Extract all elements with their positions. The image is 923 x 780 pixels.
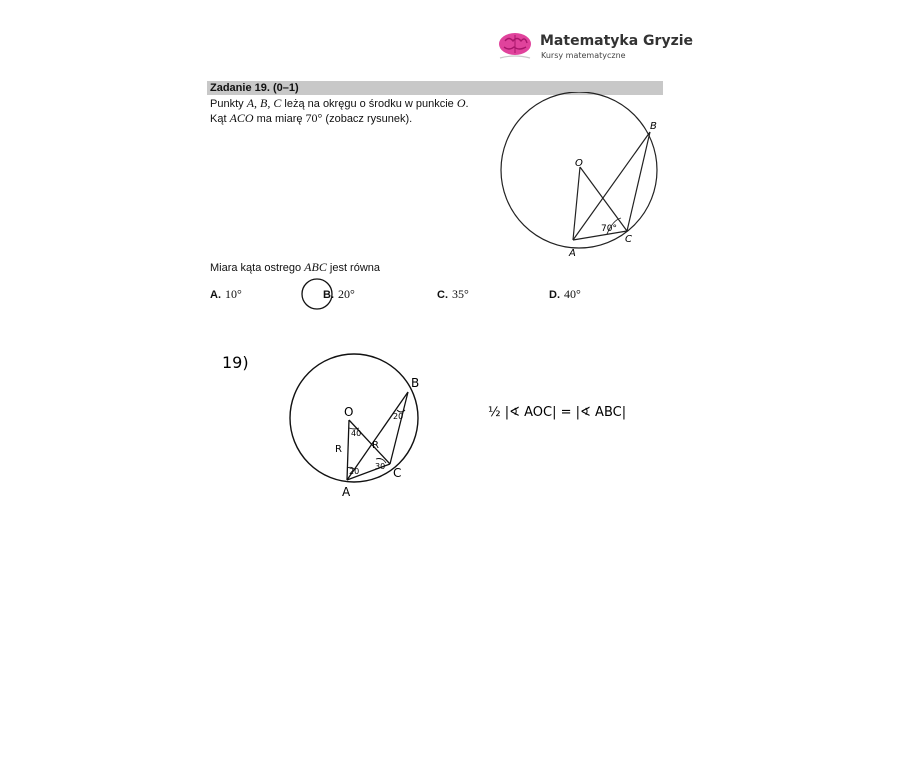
hand-angle-C: 30	[375, 462, 386, 471]
hand-angle-B: 20	[393, 412, 404, 421]
option-value: 10°	[225, 287, 242, 301]
angle-label: ABC	[304, 260, 327, 274]
brand-header	[496, 28, 696, 68]
segment-OC	[580, 167, 627, 231]
option-c[interactable]	[437, 287, 469, 302]
center-label: O	[456, 96, 466, 110]
hand-label-C: C	[393, 466, 402, 480]
task-text-line-1	[210, 96, 469, 111]
option-letter: C.	[437, 289, 448, 301]
label-B: B	[650, 121, 657, 132]
hand-label-R1: R	[335, 444, 342, 455]
angle-70-label: 70°	[601, 224, 617, 234]
label-O: O	[575, 158, 583, 169]
option-letter: A.	[210, 289, 221, 301]
brand-name: Matematyka Gryzie	[540, 33, 694, 49]
angle-value: 70°	[305, 111, 323, 125]
hand-label-O: O	[344, 405, 354, 419]
label-C: C	[625, 234, 632, 245]
circle-figure	[495, 92, 670, 262]
segment-BC	[627, 132, 650, 231]
text-segment: jest równa	[326, 262, 381, 274]
points-label: A, B, C	[246, 96, 282, 110]
text-segment: .	[465, 98, 469, 110]
circle-outline	[501, 92, 657, 248]
handwritten-solution	[210, 340, 670, 510]
segment-AC	[573, 231, 627, 240]
option-value: 40°	[564, 287, 581, 301]
option-value: 35°	[452, 287, 469, 301]
hand-angle-O: 40	[351, 429, 362, 438]
brain-logo-icon	[496, 30, 534, 60]
hand-angle-A: 20	[349, 467, 360, 476]
hand-label-R2: R	[372, 440, 379, 451]
hand-formula: ½ |∢ AOC| = |∢ ABC|	[488, 405, 627, 420]
text-segment: leżą na okręgu o środku w punkcie	[281, 98, 457, 110]
text-segment: (zobacz rysunek).	[322, 113, 413, 125]
hand-segment-BC	[390, 392, 408, 464]
segment-OA	[573, 167, 580, 240]
text-segment: Miara kąta ostrego	[210, 262, 305, 274]
option-letter: D.	[549, 289, 560, 301]
text-segment: Kąt	[210, 113, 230, 125]
hand-label-A: A	[342, 485, 351, 499]
option-a[interactable]	[210, 287, 242, 302]
option-letter: B.	[323, 289, 334, 301]
option-value: 20°	[338, 287, 355, 301]
hand-label-B: B	[411, 376, 420, 390]
label-A: A	[569, 248, 576, 259]
answer-circle-mark	[300, 277, 336, 313]
task-title: Zadanie 19. (0–1)	[210, 82, 299, 94]
solution-number: 19)	[222, 353, 249, 372]
text-segment: Punkty	[210, 98, 247, 110]
text-segment: ma miarę	[253, 113, 306, 125]
brand-subtitle: Kursy matematyczne	[541, 51, 626, 60]
question-text	[210, 260, 380, 275]
angle-label: ACO	[229, 111, 254, 125]
task-text-line-2	[210, 111, 412, 126]
option-d[interactable]	[549, 287, 581, 302]
